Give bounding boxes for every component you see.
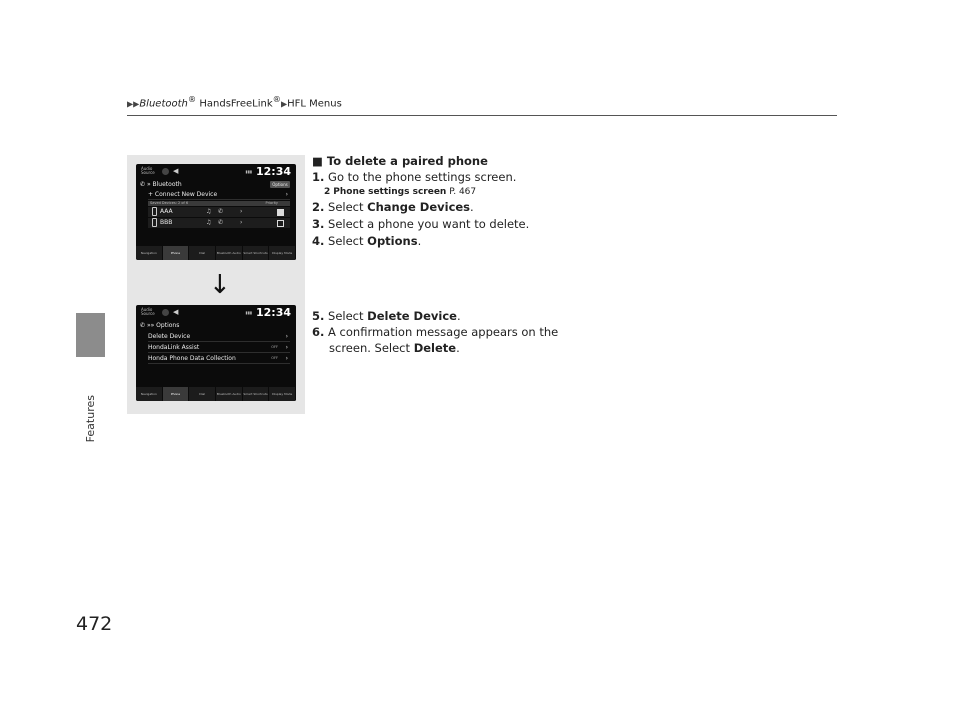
step-4: 4. Select Options.	[312, 234, 422, 248]
nav-bluetooth-audio: Bluetooth Audio	[216, 246, 243, 260]
saved-devices-bar: Saved Devices: 2 of 6 Priority	[148, 201, 290, 206]
screen-bottom-bar	[136, 246, 296, 260]
device-row: AAA ♫ ✆ ›	[148, 207, 290, 217]
phone-icon: ✆	[140, 181, 147, 188]
cross-reference: 2 Phone settings screen P. 467	[324, 187, 477, 197]
chevron-right-icon: ›	[285, 355, 288, 362]
hondalink-assist-row: HondaLink Assist OFF ›	[148, 344, 288, 351]
registered-mark: ®	[272, 94, 281, 104]
signal-icon: ▮▮▮	[245, 309, 252, 315]
screen-breadcrumb: ✆ »» Options	[140, 322, 180, 329]
registered-mark: ®	[187, 94, 197, 104]
screen-bottom-bar	[136, 387, 296, 401]
step-6: 6. A confirmation message appears on the	[312, 325, 559, 339]
nav-dial: Dial	[189, 387, 216, 401]
step-2: 2. Select Change Devices.	[312, 200, 474, 214]
honda-phone-data-row: Honda Phone Data Collection OFF ›	[148, 355, 288, 362]
checkbox-checked	[277, 209, 284, 216]
nav-display-mode: Display Mode	[269, 246, 296, 260]
phone-device-icon	[152, 207, 157, 216]
breadcrumb-handsfreelink: HandsFreeLink	[196, 98, 273, 110]
header-rule	[127, 115, 837, 116]
nav-dial: Dial	[189, 246, 216, 260]
chevron-right-icon: ›	[285, 344, 288, 351]
page-number: 472	[76, 613, 113, 635]
phone-icon: ✆	[140, 322, 147, 329]
step-5: 5. Select Delete Device.	[312, 309, 461, 323]
music-icon: ♫	[206, 208, 212, 215]
indicator-icon	[162, 168, 169, 175]
nav-smart-shortcuts: Smart Shortcuts	[243, 246, 270, 260]
audio-source-label: Audio Source	[141, 166, 155, 175]
music-icon: ♫	[206, 219, 212, 226]
connect-new-device-row: + Connect New Device ›	[148, 191, 288, 198]
options-button: Options	[270, 181, 290, 188]
breadcrumb-hfl-menus: HFL Menus	[287, 98, 342, 110]
breadcrumb-arrow-icon: ▶	[280, 99, 288, 109]
step-6-continued: screen. Select Delete.	[329, 341, 460, 355]
delete-device-row: Delete Device ›	[148, 333, 288, 340]
breadcrumb-arrow-icon: ▶▶	[127, 99, 140, 109]
clock: 12:34	[255, 305, 291, 319]
reference-icon: 2	[324, 187, 331, 197]
chevron-right-icon: ›	[285, 333, 288, 340]
call-icon: ✆	[218, 219, 224, 226]
step-1: 1. Go to the phone settings screen.	[312, 170, 517, 184]
screen-topbar	[136, 305, 296, 319]
priority-label: Priority	[265, 201, 278, 205]
checkbox-unchecked	[277, 220, 284, 227]
section-tab	[76, 313, 105, 357]
screen-topbar	[136, 164, 296, 178]
screen-bluetooth-devices	[136, 164, 296, 260]
call-icon: ✆	[218, 208, 224, 215]
screen-breadcrumb: ✆ » Bluetooth	[140, 181, 182, 188]
indicator-icon	[162, 309, 169, 316]
step-3: 3. Select a phone you want to delete.	[312, 217, 530, 231]
phone-device-icon	[152, 218, 157, 227]
down-arrow-icon: ↓	[209, 270, 231, 300]
section-label: Features	[84, 395, 97, 443]
audio-source-label: Audio Source	[141, 307, 155, 316]
screen-options	[136, 305, 296, 401]
nav-phone: Phone	[163, 387, 190, 401]
bullet-square-icon: ■	[312, 154, 323, 168]
device-row: BBB ♫ ✆ ›	[148, 218, 290, 228]
clock: 12:34	[255, 164, 291, 178]
signal-icon: ▮▮▮	[245, 168, 252, 174]
chevron-right-icon: ›	[285, 191, 288, 198]
nav-navigation: Navigation	[136, 246, 163, 260]
nav-bluetooth-audio: Bluetooth Audio	[216, 387, 243, 401]
volume-icon: ◀	[173, 167, 179, 175]
volume-icon: ◀	[173, 308, 179, 316]
nav-smart-shortcuts: Smart Shortcuts	[243, 387, 270, 401]
chevron-right-icon: ›	[240, 208, 243, 215]
section-heading: ■ To delete a paired phone	[312, 154, 488, 168]
reference-link[interactable]: Phone settings screen	[333, 187, 447, 197]
nav-navigation: Navigation	[136, 387, 163, 401]
nav-display-mode: Display Mode	[269, 387, 296, 401]
nav-phone: Phone	[163, 246, 190, 260]
breadcrumb	[127, 94, 342, 109]
chevron-right-icon: ›	[240, 219, 243, 226]
breadcrumb-bluetooth: Bluetooth	[139, 98, 188, 110]
